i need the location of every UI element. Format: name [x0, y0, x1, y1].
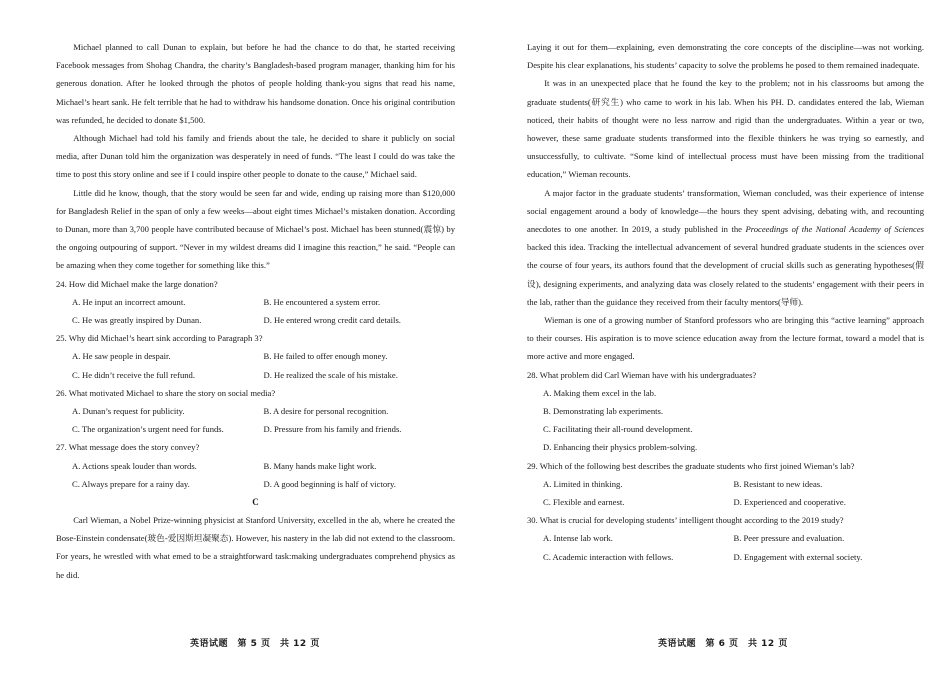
- option: C. Flexible and earnest.: [543, 497, 625, 508]
- option: A. He input an incorrect amount.: [72, 296, 186, 307]
- paragraph-michael-refund: Michael planned to call Dunan to explain, but before he had the chance to do that, he started receiving Facebook messages from Shohag Chandra, the charity’s Bangladesh-based program manager, thanking him for his generous donation. After he looked through the photos of people holding thank-you signs that read his name, Michael’s heart sank. He felt terrible that he had to withdraw his handsome donation. Once his original contribution was refunded, he decided to donate $1,500.: [56, 42, 455, 125]
- option: C. Facilitating their all-round development.: [543, 424, 693, 435]
- question-27-options: [56, 457, 455, 493]
- section-heading: C: [252, 497, 259, 508]
- option: C. He didn’t receive the full refund.: [72, 369, 195, 380]
- question-27: 27. What message does the story convey?: [56, 442, 200, 453]
- question-29: 29. Which of the following best describes the graduate students who first joined Wieman’s lab?: [527, 460, 855, 471]
- option: A. Limited in thinking.: [543, 478, 623, 489]
- paragraph-michael-share: Although Michael had told his family and friends about the tale, he decided to share it publicly on social media, after Dunan told him the organization was desperately in need of funds. “The least I could do was take the time to post this story online and see if I could inspire other people to donate to the cause,” Michael said.: [56, 133, 455, 180]
- option: A. Actions speak louder than words.: [72, 460, 197, 471]
- option: B. Resistant to new ideas.: [733, 478, 823, 489]
- option: C. Always prepare for a rainy day.: [72, 478, 190, 489]
- paragraph-wieman-intro: Carl Wieman, a Nobel Prize-winning physicist at Stanford University, excelled in the ab, where he created the Bose-Einstein condensate(玻色-爱因斯坦凝聚态). However, his nastery in the lab did not extend to the classroom. For years, he wrestled with what emed to be a straightforward task:making undergraduates comprehend physics as he did.: [56, 515, 455, 580]
- study-text-a: A major factor in the graduate students’ transformation, Wieman concluded, was their experience of intense social engagement around a body of knowledge—the hours they spent advising, debating with, and recounting anecdotes to one another. In 2019, a study published in the: [527, 187, 924, 235]
- question-29-options: [527, 475, 924, 511]
- question-24-options: [56, 293, 455, 329]
- question-30: 30. What is crucial for developing students’ intelligent thought according to the 2019 study?: [527, 515, 844, 526]
- journal-title: Proceedings of the National Academy of Sciences: [745, 224, 924, 235]
- option: B. Peer pressure and evaluation.: [733, 533, 845, 544]
- question-30-options: [527, 529, 924, 565]
- question-25: 25. Why did Michael’s heart sink according to Paragraph 3?: [56, 333, 263, 344]
- option: D. He realized the scale of his mistake.: [263, 369, 398, 380]
- question-28-options: [527, 384, 924, 457]
- paragraph-wieman-study: [527, 184, 924, 311]
- option: B. He failed to offer enough money.: [263, 351, 388, 362]
- option: C. The organization’s urgent need for funds.: [72, 424, 224, 435]
- right-page: [475, 0, 950, 673]
- option: B. Many hands make light work.: [263, 460, 377, 471]
- option: A. Dunan’s request for publicity.: [72, 406, 185, 417]
- page-footer-left: 英语试题 第 5 页 共 12 页: [190, 639, 320, 649]
- option: A. Making them excel in the lab.: [543, 387, 657, 398]
- option: D. Enhancing their physics problem-solving.: [543, 442, 698, 453]
- option: D. Engagement with external society.: [733, 551, 863, 562]
- option: B. He encountered a system error.: [263, 296, 381, 307]
- option: D. A good beginning is half of victory.: [263, 478, 396, 489]
- paragraph-active-learning: Wieman is one of a growing number of Stanford professors who are bringing this “active learning” approach to their courses. His aspiration is to move science education away from the lecture format, toward a model that is more active and more engaged.: [527, 315, 924, 362]
- option: B. Demonstrating lab experiments.: [543, 406, 664, 417]
- question-25-options: [56, 347, 455, 383]
- option: D. Pressure from his family and friends.: [263, 424, 402, 435]
- question-24: 24. How did Michael make the large donation?: [56, 278, 218, 289]
- paragraph-michael-outcome: Little did he know, though, that the story would be seen far and wide, ending up raising more than $120,000 for Bangladesh Relief in the span of only a few weeks—about eight times Michael’s mistaken donation. According to Dunan, more than 3,700 people have contributed because of Michael’s post. Michael has been stunned(震惊) by the ongoing outpouring of support. “Never in my wildest dreams did I imagine this reaction,” he said. “People can be amazing when they come together for something like this.”: [56, 187, 455, 271]
- question-28: 28. What problem did Carl Wieman have with his undergraduates?: [527, 369, 757, 380]
- option: C. He was greatly inspired by Dunan.: [72, 315, 202, 326]
- option: C. Academic interaction with fellows.: [543, 551, 674, 562]
- question-26-options: [56, 402, 455, 438]
- option: B. A desire for personal recognition.: [263, 406, 389, 417]
- option: D. He entered wrong credit card details.: [263, 315, 401, 326]
- paragraph-wieman-struggle: Laying it out for them—explaining, even demonstrating the core concepts of the discipline—was not working. Despite his clear explanations, his students’ capacity to solve the problems he posed to them remained inadequate.: [527, 42, 924, 71]
- option: D. Experienced and cooperative.: [733, 497, 846, 508]
- page-footer-right: 英语试题 第 6 页 共 12 页: [658, 639, 788, 649]
- paragraph-wieman-lab: It was in an unexpected place that he found the key to the problem; not in his classrooms but among the graduate students(研究生) who came to work in his lab. When his PH. D. candidates entered the lab, Wieman noticed, their habits of thought were no less narrow and rigid than the undergraduates. Within a year or two, however, these same graduate students transformed into the flexible thinkers he was trying so earnestly, and unsuccessfully, to cultivate. “Some kind of intellectual process must have been missing from the traditional education,” Wieman recounts.: [527, 78, 924, 180]
- option: A. Intense lab work.: [543, 533, 613, 544]
- question-26: 26. What motivated Michael to share the story on social media?: [56, 387, 276, 398]
- option: A. He saw people in despair.: [72, 351, 171, 362]
- study-text-b: backed this idea. Tracking the intellectual advancement of several hundred graduate students in the sciences over the course of four years, its authors found that the development of crucial skills such as generating hypotheses(假设), designing experiments, and analyzing data was closely related to the students’ engagement with their peers in the lab, rather than the guidance they received from their faculty mentors(导师).: [527, 242, 924, 307]
